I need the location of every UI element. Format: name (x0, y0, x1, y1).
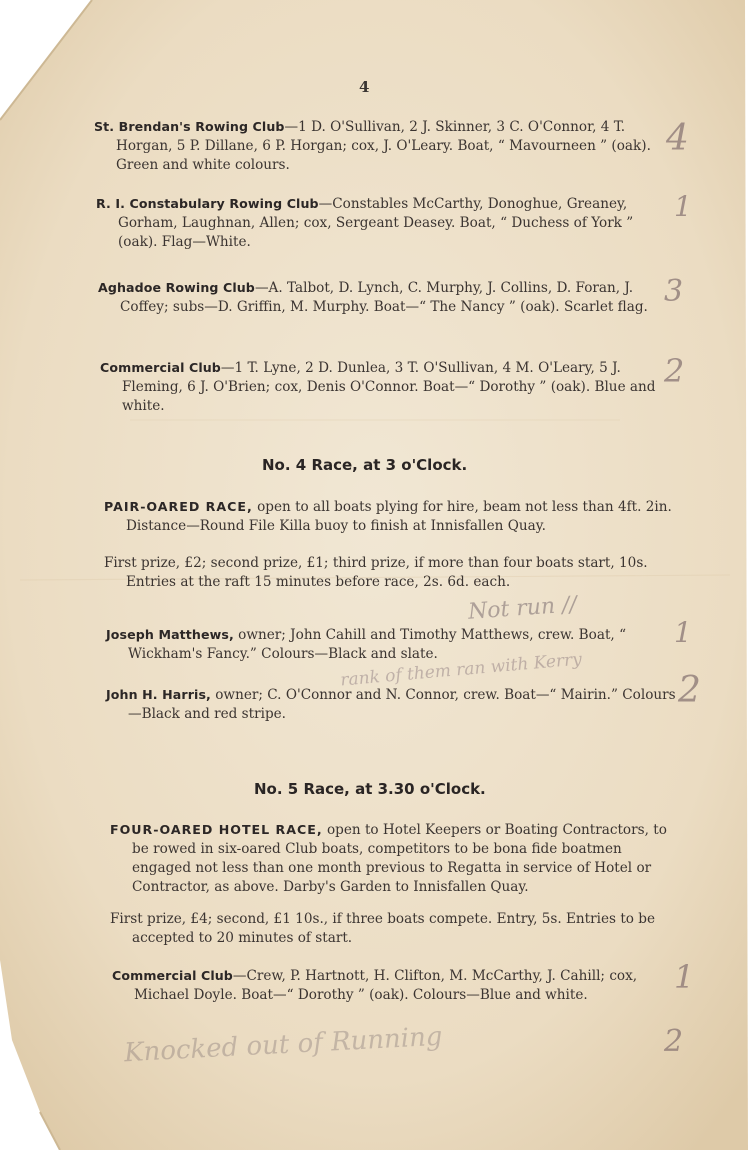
club-name: St. Brendan's Rowing Club (94, 119, 285, 134)
handwritten-mark: 2 (664, 1024, 684, 1059)
owner-name: Joseph Matthews, (106, 627, 234, 642)
race4-entry-matthews: Joseph Matthews, owner; John Cahill and Timothy Matthews, crew. Boat, “ Wickham's Fancy.” Colours—Black and slate. (106, 627, 627, 662)
handwritten-note-not-run: Not run // (467, 592, 578, 625)
race4-description: PAIR-OARED RACE, open to all boats plying for hire, beam not less than 4ft. 2in. Distance—Round File Killa buoy to finish at Innisfallen Quay. (104, 499, 672, 534)
entry-commercial (100, 358, 674, 416)
entry-details: —1 T. Lyne, 2 D. Dunlea, 3 T. O'Sullivan, 4 M. O'Leary, 5 J. Fleming, 6 J. O'Brien; cox, Denis O'Connor. Boat—“ Dorothy ” (oak). Blue and white. (122, 360, 656, 414)
handwritten-mark: 1 (674, 190, 692, 223)
race5-entry-commercial: Commercial Club—Crew, P. Hartnott, H. Clifton, M. McCarthy, J. Cahill; cox, Michael Doyle. Boat—“ Dorothy ” (oak). Colours—Blue and white. (112, 968, 638, 1003)
race4-heading: No. 4 Race, at 3 o'Clock. (262, 456, 468, 474)
race-type: FOUR-OARED HOTEL RACE, (110, 822, 323, 837)
race4-entry-harris: John H. Harris, owner; C. O'Connor and N. Connor, crew. Boat—“ Mairin.” Colours—Black and red stripe. (106, 687, 676, 722)
owner-name: John H. Harris, (106, 687, 211, 702)
race5-prizes: First prize, £4; second, £1 10s., if three boats compete. Entry, 5s. Entries to be accepted to 20 minutes of start. (110, 911, 656, 946)
handwritten-note-bottom: Knocked out of Running (123, 1021, 444, 1069)
entry-details: —1 D. O'Sullivan, 2 J. Skinner, 3 C. O'Connor, 4 T. Horgan, 5 P. Dillane, 6 P. Horgan; cox, J. O'Leary. Boat, “ Mavourneen ” (oak). Green and white colours. (116, 119, 651, 173)
handwritten-mark: 1 (674, 958, 695, 996)
handwritten-mark: 2 (664, 352, 685, 390)
race-type: PAIR-OARED RACE, (104, 499, 253, 514)
entry-details: —Constables McCarthy, Donoghue, Greaney, Gorham, Laughnan, Allen; cox, Sergeant Deasey. Boat, “ Duchess of York ” (oak). Flag—White. (118, 196, 634, 250)
entry-ric (96, 194, 676, 252)
handwritten-mark: 4 (666, 118, 689, 159)
handwritten-mark: 2 (678, 670, 701, 711)
race4-prizes: First prize, £2; second prize, £1; third prize, if more than four boats start, 10s. Entries at the raft 15 minutes before race, 2s. 6d. each. (104, 555, 648, 590)
race5-heading: No. 5 Race, at 3.30 o'Clock. (254, 780, 486, 798)
club-name: Aghadoe Rowing Club (98, 280, 255, 295)
handwritten-mark: 1 (674, 616, 692, 649)
club-name: R. I. Constabulary Rowing Club (96, 196, 319, 211)
club-name: Commercial Club (100, 360, 221, 375)
page-number: 4 (359, 78, 370, 96)
handwritten-scribble: rank of them ran with Kerry (339, 649, 583, 691)
entry-st-brendans (94, 117, 676, 175)
club-name: Commercial Club (112, 968, 233, 983)
handwritten-mark: 3 (664, 274, 684, 309)
race5-description: FOUR-OARED HOTEL RACE, open to Hotel Keepers or Boating Contractors, to be rowed in six-oared Club boats, competitors to be bona fide boatmen engaged not less than one month previous to Regatta in service of Hotel or Contractor, as above. Darby's Garden to Innisfallen Quay. (110, 822, 667, 895)
entry-details: —A. Talbot, D. Lynch, C. Murphy, J. Collins, D. Foran, J. Coffey; subs—D. Griffin, M. Murphy. Boat—“ The Nancy ” (oak). Scarlet flag. (120, 280, 648, 315)
entry-aghadoe (98, 278, 676, 317)
